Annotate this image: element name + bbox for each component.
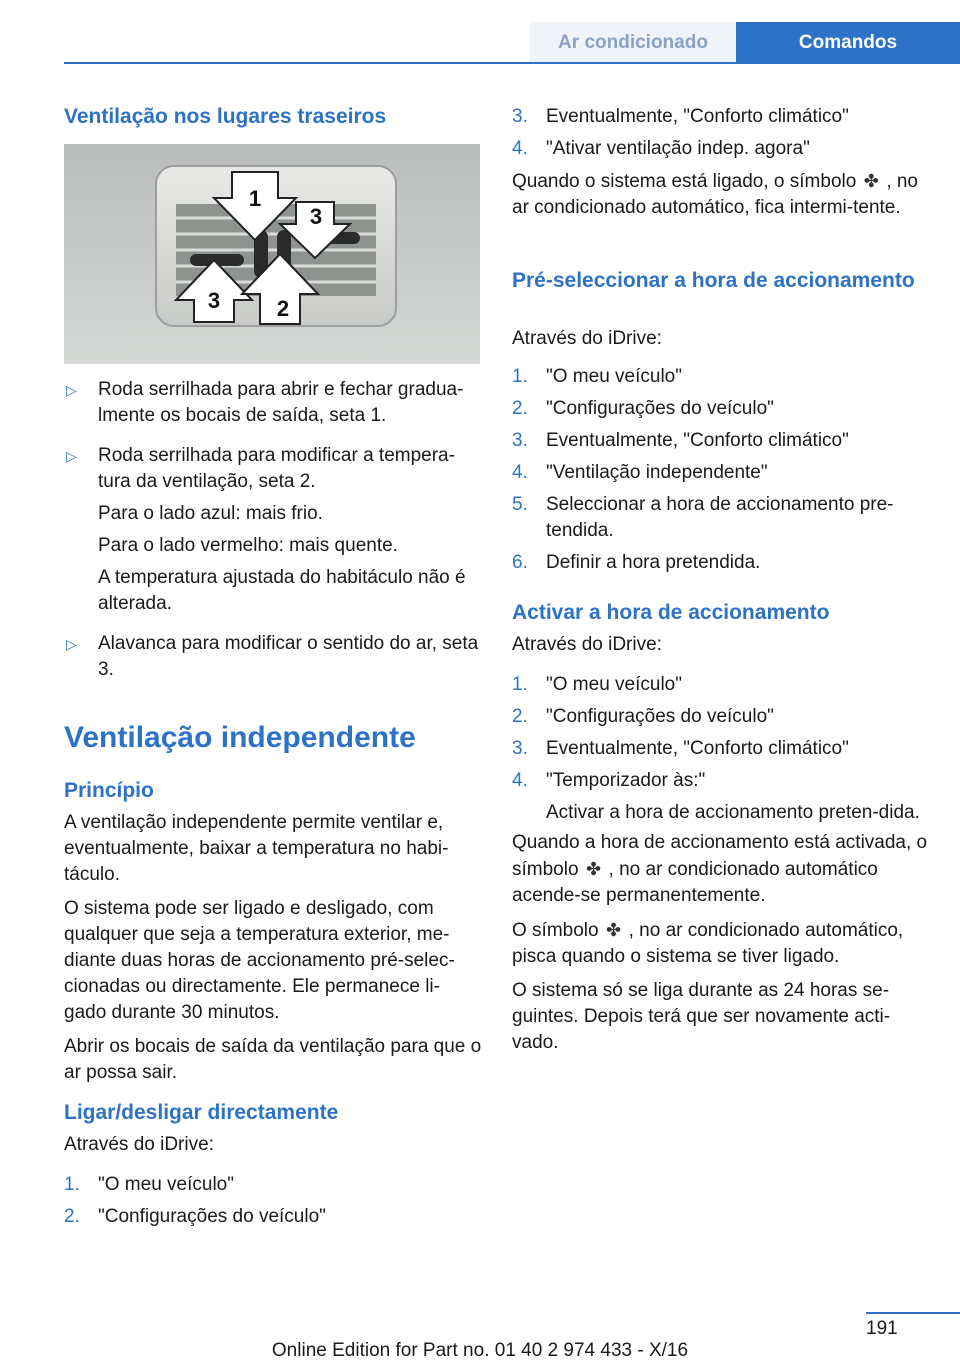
step-text: "O meu veículo"	[546, 366, 682, 387]
step-text: Eventualmente, "Conforto climático"	[546, 738, 849, 759]
via-idrive-text: Através do iDrive:	[64, 1134, 214, 1155]
section-tab[interactable]: Ar condicionado	[530, 22, 736, 62]
step-text: "Ativar ventilação indep. agora"	[546, 138, 810, 159]
step-text: "O meu veículo"	[98, 1174, 234, 1195]
bullet-sub-text: Para o lado azul: mais frio.	[98, 503, 323, 524]
header-rule	[64, 62, 960, 64]
step-text: "Temporizador às:"	[546, 770, 706, 791]
figure-label-3-left: 3	[207, 288, 221, 313]
list-item	[64, 443, 482, 495]
bullet-sub-text: Para o lado vermelho: mais quente.	[98, 535, 398, 556]
note-text: , no ar condicionado automático, pisca quando o sistema se tiver ligado.	[512, 920, 904, 967]
list-item: 4. "Ativar ventilação indep. agora"	[512, 138, 810, 159]
triangle-right-icon: ▷	[66, 382, 77, 398]
step-text: "Configurações do veículo"	[546, 398, 774, 419]
bullet-sub-text: A temperatura ajustada do habitáculo não é alterada.	[98, 567, 466, 614]
principle-paragraph-2: O sistema pode ser ligado e desligado, com qualquer que seja a temperatura exterior, me-diante duas horas de accionamento pré-selec-cionadas ou directamente. Ele permanece li-gado durante 30 minutos.	[64, 898, 455, 1023]
direct-toggle-title: Ligar/desligar directamente	[64, 1101, 339, 1124]
figure-label-1: 1	[248, 186, 262, 211]
step-text: "Configurações do veículo"	[546, 706, 774, 727]
triangle-right-icon: ▷	[66, 448, 77, 464]
step-text: Eventualmente, "Conforto climático"	[546, 106, 849, 127]
note-text: , no ar condicionado automático acende-se permanentemente.	[512, 859, 878, 906]
activate-title: Activar a hora de accionamento	[512, 601, 830, 624]
note-text: , no ar condicionado automático, fica intermi-tente.	[512, 171, 919, 218]
principle-paragraph-1: A ventilação independente permite ventilar e, eventualmente, baixar a temperatura no habi-táculo.	[64, 812, 449, 885]
step-text: "Ventilação independente"	[546, 462, 768, 483]
list-item: 3. Eventualmente, "Conforto climático"	[512, 738, 849, 759]
via-idrive-text: Através do iDrive:	[512, 634, 662, 655]
activate-note-1	[512, 830, 932, 909]
activate-note-3: O sistema só se liga durante as 24 horas se-guintes. Depois terá que ser novamente acti-vado.	[512, 980, 891, 1053]
list-item: 3. Eventualmente, "Conforto climático"	[512, 430, 849, 451]
page-number-rule	[866, 1312, 960, 1314]
fan-icon: ✤	[606, 920, 622, 940]
note-text: O símbolo	[512, 920, 599, 941]
principle-title: Princípio	[64, 779, 154, 802]
list-item: 4. "Temporizador às:"	[512, 770, 706, 791]
page-number: 191	[866, 1318, 898, 1339]
fan-icon: ✤	[585, 859, 602, 879]
list-item: 5. Seleccionar a hora de accionamento pre-tendida.	[512, 494, 894, 541]
list-item: 2. "Configurações do veículo"	[512, 398, 774, 419]
note-text: Quando o sistema está ligado, o símbolo	[512, 171, 857, 192]
rear-vent-image	[64, 144, 480, 364]
step-sub-text: Activar a hora de accionamento preten-dida.	[546, 802, 920, 823]
list-item: 1. "O meu veículo"	[512, 366, 682, 387]
triangle-right-icon: ▷	[66, 636, 77, 652]
fan-icon: ✤	[863, 171, 879, 191]
step-text: Seleccionar a hora de accionamento pre-tendida.	[546, 494, 894, 541]
step-text: Definir a hora pretendida.	[546, 552, 761, 573]
list-item: 3. Eventualmente, "Conforto climático"	[512, 106, 849, 127]
rear-ventilation-title: Ventilação nos lugares traseiros	[64, 105, 387, 128]
rear-vent-figure	[64, 144, 480, 364]
list-item: 2. "Configurações do veículo"	[512, 706, 774, 727]
list-item: 6. Definir a hora pretendida.	[512, 552, 761, 573]
page-header	[0, 22, 960, 62]
figure-label-2: 2	[276, 296, 290, 321]
principle-paragraph-3: Abrir os bocais de saída da ventilação para que o ar possa sair.	[64, 1036, 482, 1083]
note-text: Quando a hora de accionamento está activada, o símbolo	[512, 832, 928, 880]
bullet-text: Roda serrilhada para abrir e fechar gradua-lmente os bocais de saída, seta 1.	[98, 379, 464, 426]
direct-note	[512, 168, 932, 221]
list-item	[64, 631, 482, 683]
step-text: Eventualmente, "Conforto climático"	[546, 430, 849, 451]
bullet-text: Roda serrilhada para modificar a tempera-tura da ventilação, seta 2.	[98, 445, 455, 492]
section-title: Ventilação independente	[64, 721, 416, 754]
preselect-title: Pré-seleccionar a hora de accionamento	[512, 269, 915, 292]
chapter-tab[interactable]: Comandos	[736, 22, 960, 62]
list-item	[64, 377, 482, 429]
bullet-text: Alavanca para modificar o sentido do ar, seta 3.	[98, 633, 479, 680]
edition-text: Online Edition for Part no. 01 40 2 974 433 - X/16	[271, 1340, 689, 1361]
list-item: 1. "O meu veículo"	[64, 1174, 234, 1195]
step-text: "O meu veículo"	[546, 674, 682, 695]
via-idrive-text: Através do iDrive:	[512, 328, 662, 349]
activate-note-2	[512, 917, 932, 970]
figure-label-3-right: 3	[309, 204, 323, 229]
page-footer	[0, 1312, 960, 1362]
step-text: "Configurações do veículo"	[98, 1206, 326, 1227]
list-item: 2. "Configurações do veículo"	[64, 1206, 326, 1227]
list-item: 4. "Ventilação independente"	[512, 462, 768, 483]
list-item: 1. "O meu veículo"	[512, 674, 682, 695]
